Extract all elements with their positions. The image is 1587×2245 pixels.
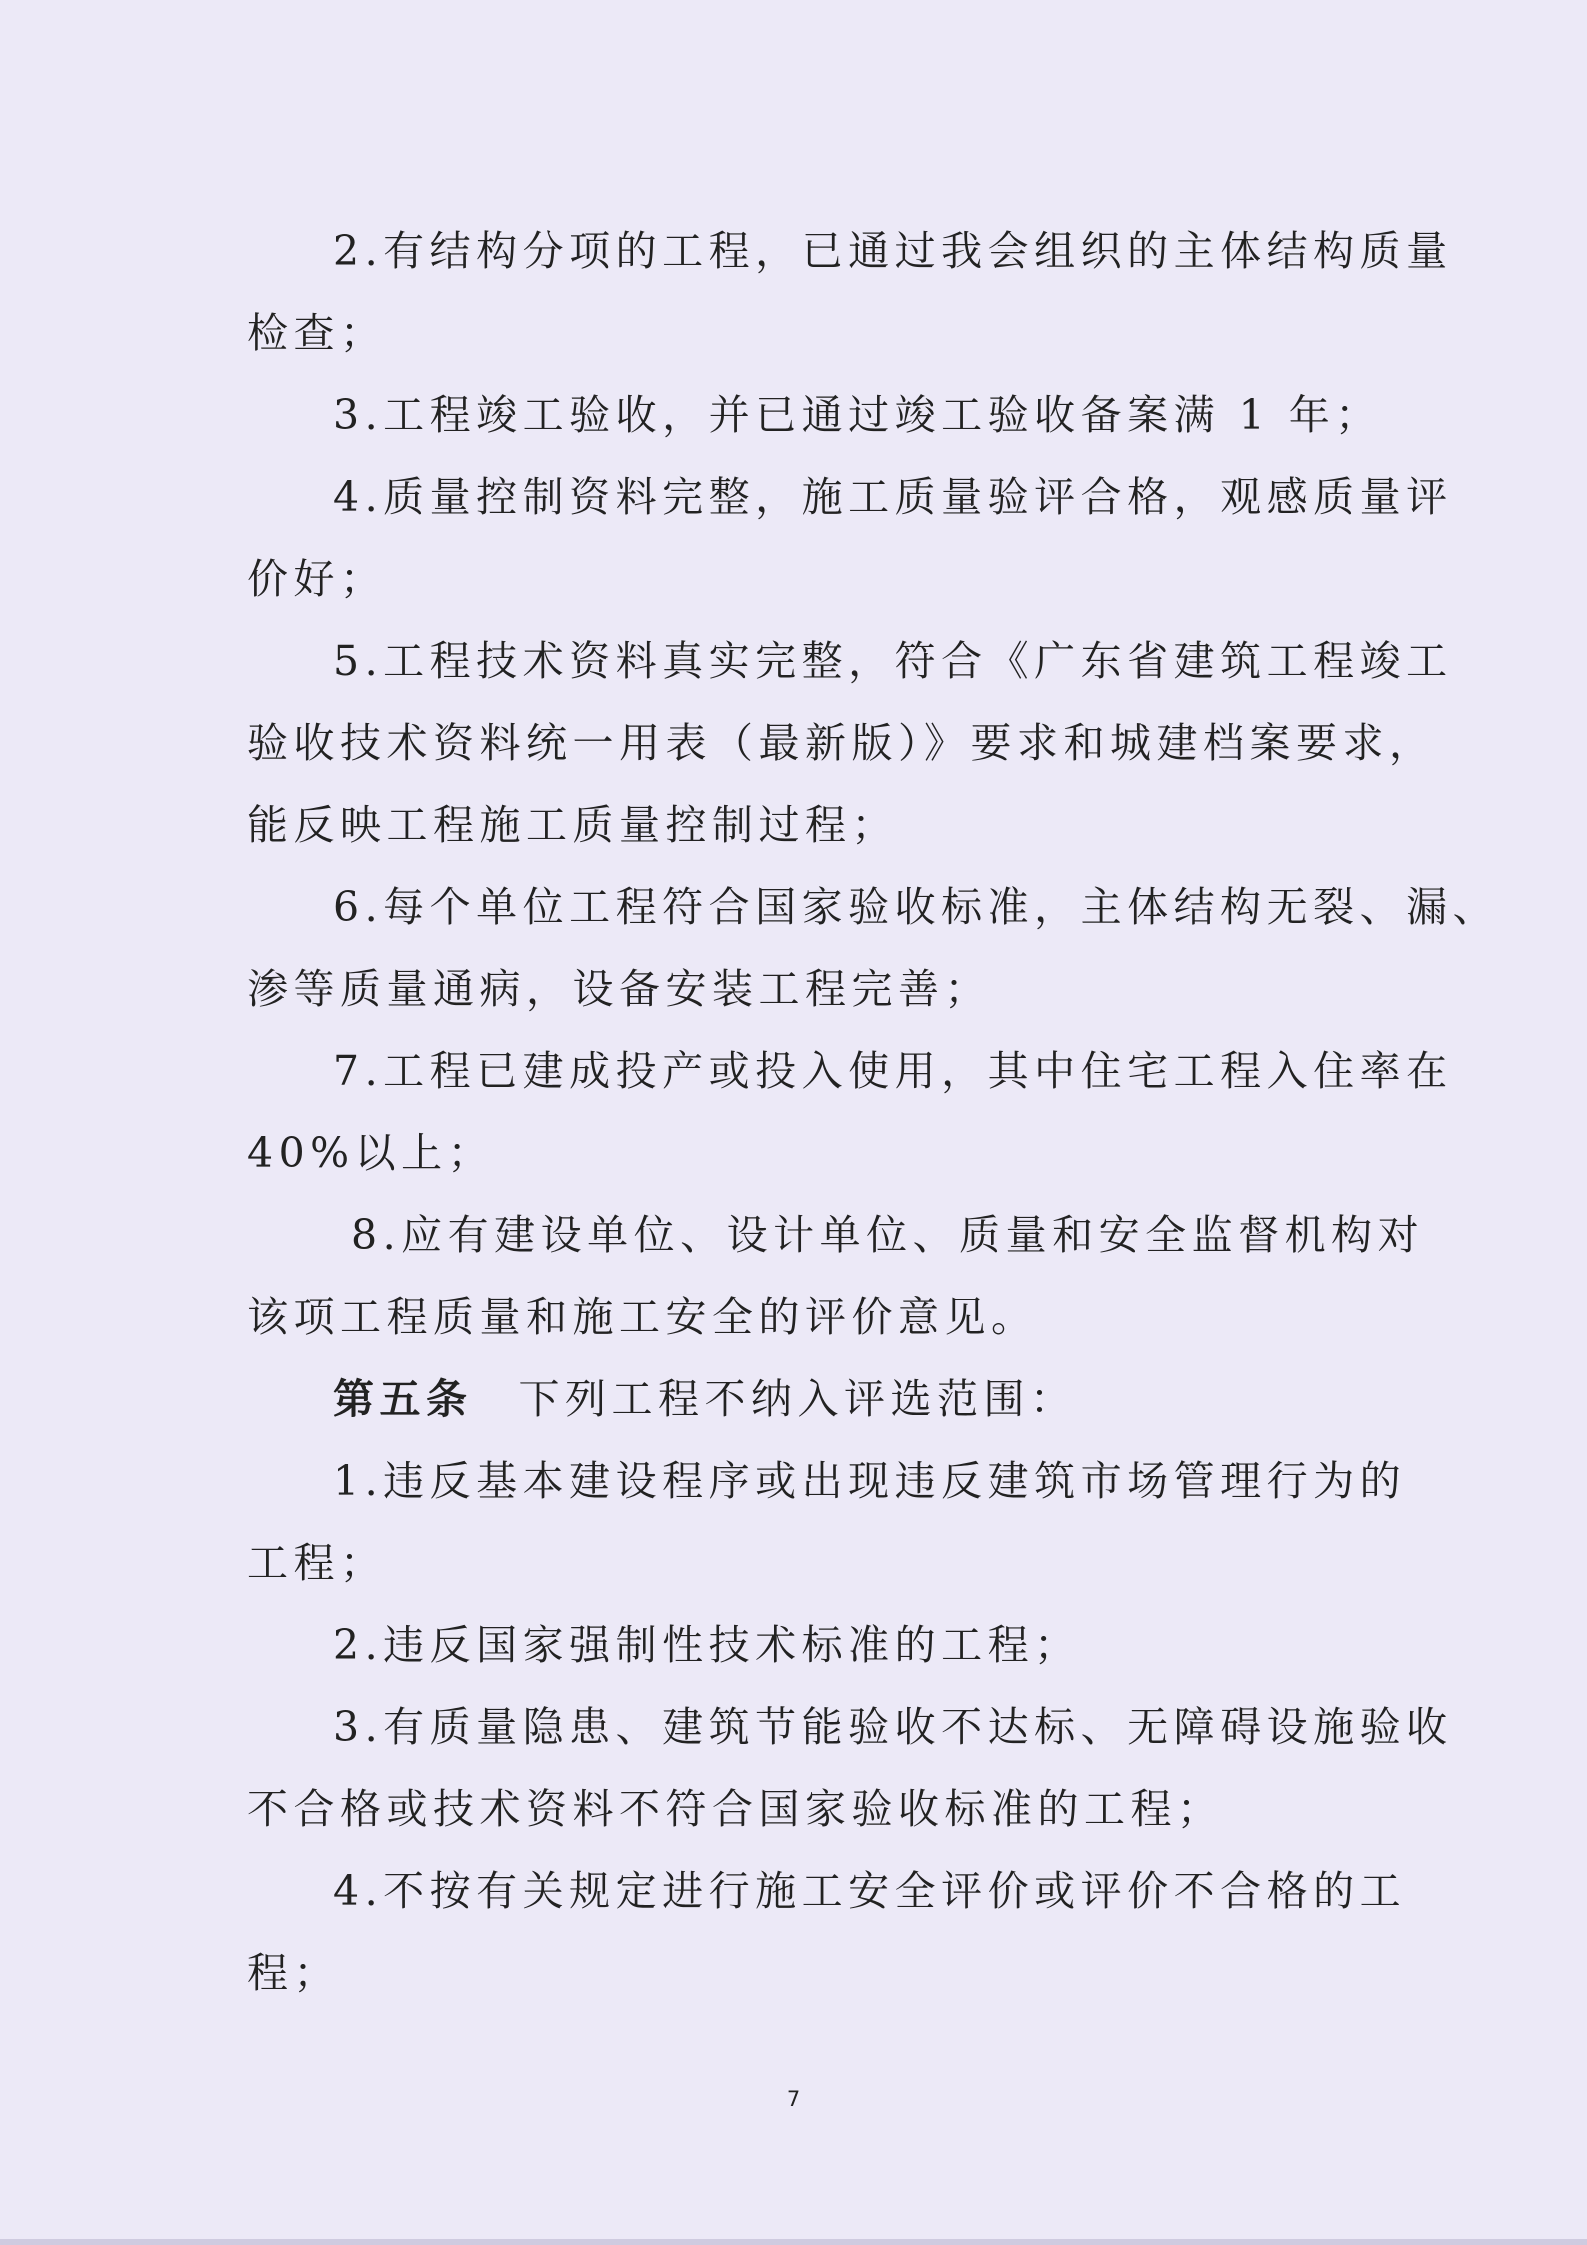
paragraph-line: 能反映工程施工质量控制过程；: [247, 801, 898, 849]
paragraph-line: 该项工程质量和施工安全的评价意见。: [247, 1293, 1038, 1341]
paragraph-line: 4.质量控制资料完整，施工质量验评合格，观感质量评: [333, 473, 1453, 521]
paragraph-line: 不合格或技术资料不符合国家验收标准的工程；: [247, 1785, 1224, 1833]
paragraph-line: 40%以上；: [247, 1129, 495, 1177]
page-number: 7: [786, 2087, 801, 2111]
paragraph-line: 检查；: [247, 309, 387, 357]
paragraph-line: 6.每个单位工程符合国家验收标准，主体结构无裂、漏、: [333, 883, 1500, 931]
paragraph-line: 验收技术资料统一用表（最新版）》要求和城建档案要求，: [247, 719, 1436, 767]
paragraph-line: 4.不按有关规定进行施工安全评价或评价不合格的工: [333, 1867, 1407, 1915]
paragraph-line: 8.应有建设单位、设计单位、质量和安全监督机构对: [351, 1211, 1425, 1259]
paragraph-line: 2.违反国家强制性技术标准的工程；: [333, 1621, 1081, 1669]
paragraph-line: 7.工程已建成投产或投入使用，其中住宅工程入住率在: [333, 1047, 1453, 1095]
article-text: 下列工程不纳入评选范围：: [518, 1375, 1077, 1423]
article-heading: 第五条: [333, 1375, 473, 1423]
paragraph-line: 程；: [247, 1949, 340, 1997]
document-body: [247, 220, 1500, 2024]
paragraph-line: 5.工程技术资料真实完整，符合《广东省建筑工程竣工: [333, 637, 1453, 685]
paragraph-line: 3.工程竣工验收，并已通过竣工验收备案满 1 年；: [333, 391, 1382, 439]
paragraph-line: 价好；: [247, 555, 387, 603]
paragraph-line: 1.违反基本建设程序或出现违反建筑市场管理行为的: [333, 1457, 1407, 1505]
paragraph-line: 渗等质量通病，设备安装工程完善；: [247, 965, 991, 1013]
paragraph-line: 3.有质量隐患、建筑节能验收不达标、无障碍设施验收: [333, 1703, 1453, 1751]
scan-edge: [0, 2239, 1587, 2245]
paragraph-line: 工程；: [247, 1539, 387, 1587]
paragraph-line: 2.有结构分项的工程，已通过我会组织的主体结构质量: [333, 227, 1453, 275]
article-line: [247, 1368, 1357, 1450]
